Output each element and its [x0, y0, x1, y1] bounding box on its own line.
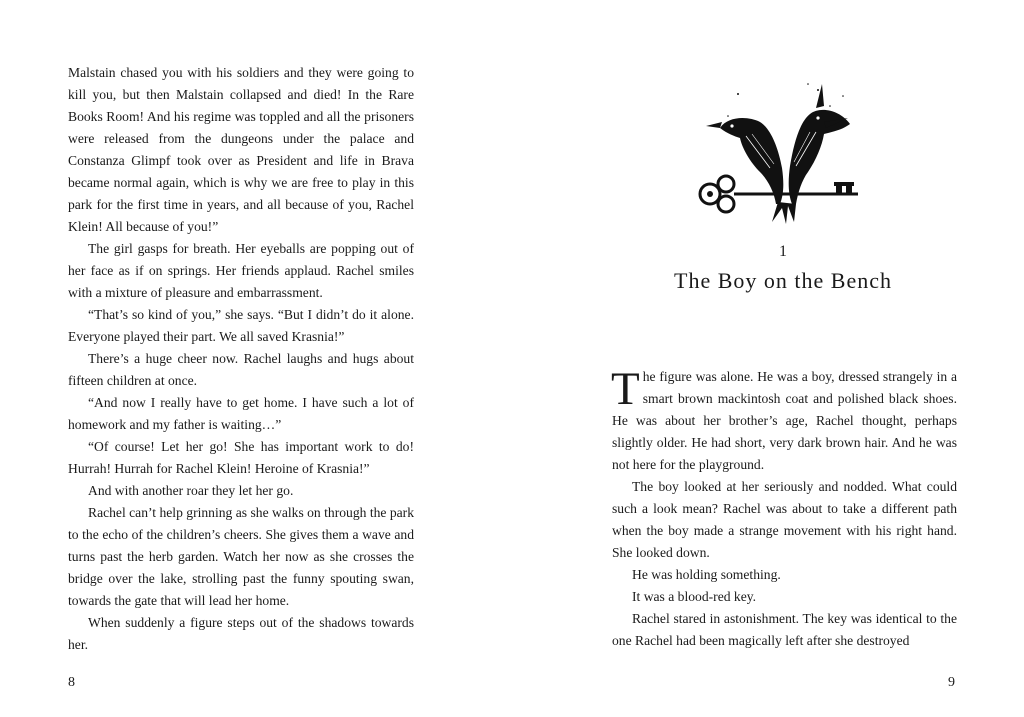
paragraph: Malstain chased you with his soldiers and they were going to kill you, but then Malstain collapsed and died! In the Rare Books Room! And his regime was toppled and all the prisoners were released from the dungeons under the palace and Constanza Glimpf took over as President and life in Brava became normal again, which is why we are free to play in this park for the first time in years, and all because of you, Rachel Klein! All because of you!”: [68, 65, 414, 234]
drop-cap: T: [611, 363, 640, 415]
page-number-right: 9: [948, 675, 955, 690]
left-page-body: [68, 62, 414, 656]
chapter-number: 1: [779, 243, 787, 260]
paragraph: The boy looked at her seriously and nodded. What could such a look mean? Rachel was about to take a different path when the boy made a strange movement with his right hand. She looked down.: [612, 479, 957, 560]
paragraph: When suddenly a figure steps out of the shadows towards her.: [68, 615, 414, 652]
paragraph: Rachel stared in astonishment. The key was identical to the one Rachel had been magically left after she destroyed: [612, 611, 957, 648]
two-ravens-on-key-illustration: [698, 76, 868, 226]
paragraph: “That’s so kind of you,” she says. “But I didn’t do it alone. Everyone played their part. We all saved Krasnia!”: [68, 307, 414, 344]
opening-paragraph-text: he figure was alone. He was a boy, dressed strangely in a smart brown mackintosh coat and polished black shoes. He was about her brother’s age, Rachel thought, perhaps slightly older. He had short, very dark brown hair. And he was not here for the playground.: [612, 369, 957, 472]
paragraph: He was holding something.: [632, 567, 781, 582]
page-number-left: 8: [68, 675, 75, 690]
paragraph: “Of course! Let her go! She has important work to do! Hurrah! Hurrah for Rachel Klein! Heroine of Krasnia!”: [68, 439, 414, 476]
right-page: [512, 0, 1024, 717]
paragraph: There’s a huge cheer now. Rachel laughs and hugs about fifteen children at once.: [68, 351, 414, 388]
opening-paragraph: [611, 363, 957, 476]
chapter-title: The Boy on the Bench: [674, 268, 892, 293]
right-page-body: [611, 363, 957, 652]
paragraph: And with another roar they let her go.: [88, 483, 294, 498]
paragraph: The girl gasps for breath. Her eyeballs are popping out of her face as if on springs. Her friends applaud. Rachel smiles with a mixture of pleasure and embarrassment.: [68, 241, 414, 300]
paragraph: “And now I really have to get home. I have such a lot of homework and my father is waiting…”: [68, 395, 414, 432]
paragraph: Rachel can’t help grinning as she walks on through the park to the echo of the children’s cheers. She gives them a wave and turns past the herb garden. Watch her now as she crosses the bridge over the lake, strolling past the funny spouting swan, towards the gate that will lead her home.: [68, 505, 414, 608]
paragraph: It was a blood-red key.: [632, 589, 757, 604]
